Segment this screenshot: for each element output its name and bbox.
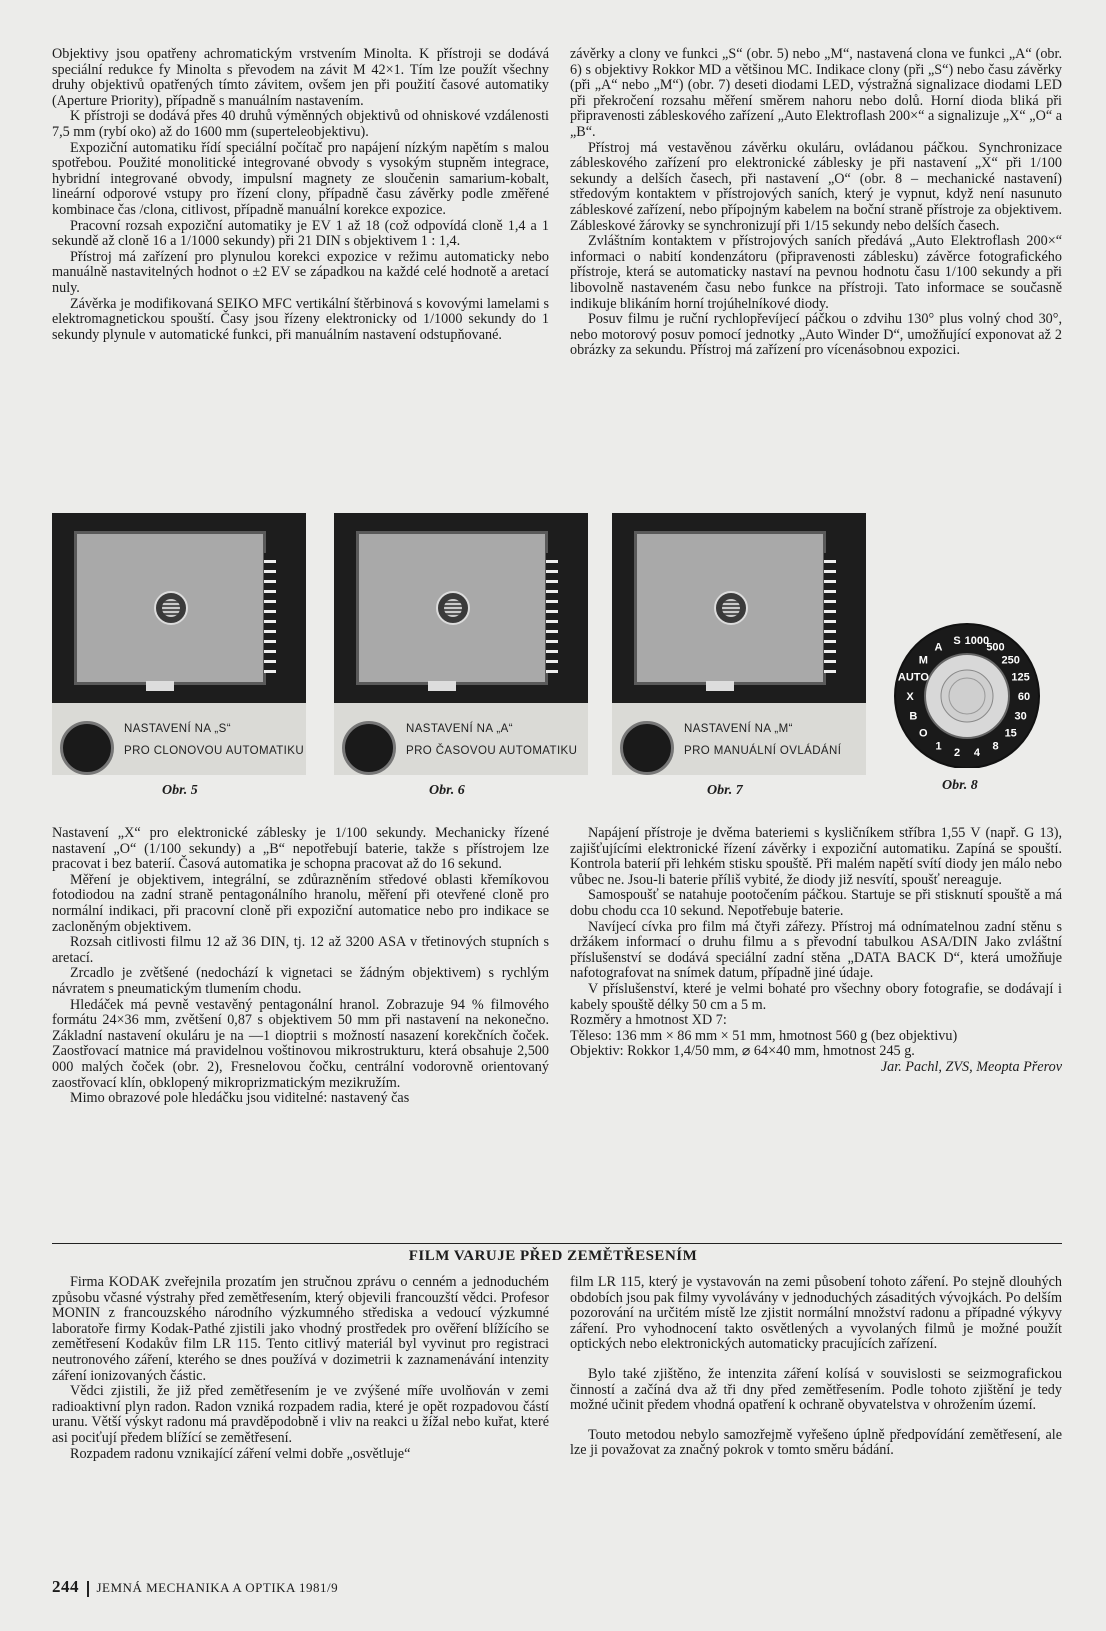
section-divider xyxy=(52,1243,1062,1244)
indicator-tag xyxy=(146,681,174,691)
article1-col1-mid xyxy=(52,826,549,1107)
mode-dial-icon xyxy=(60,721,114,775)
dial-value: 1 xyxy=(935,740,942,753)
article2-col1 xyxy=(52,1275,549,1462)
focus-circle-icon xyxy=(436,591,470,625)
article1-col2-mid xyxy=(570,826,1062,1076)
mode-dial-icon xyxy=(342,721,396,775)
paragraph: Měření je objektivem, integrální, se zdůrazněním středové oblasti křemíkovou fotodiodou na zadní straně pentagonálního hranolu, měření při otevřené cloně pro normální indikaci, při pracovní cloně při expoziční automatice nebo pro indikace se zacloněným objektivem. xyxy=(52,871,549,935)
paragraph: Rozsah citlivosti filmu 12 až 36 DIN, tj. 12 až 3200 ASA v třetinových stupních s aretací. xyxy=(52,934,549,966)
indicator-tag xyxy=(706,681,734,691)
viewfinder-screen xyxy=(634,531,826,685)
paragraph: Závěrka je modifikovaná SEIKO MFC vertikální štěrbinová s kovovými lamelami s elektromagnetickou spouští. Časy jsou řízeny elektronicky od 1/1000 sekundy do 1 sekundy plynule v automatické funkci, při manuálním nastavení odstupňované. xyxy=(52,295,549,343)
paragraph: Navíjecí cívka pro film má čtyři zářezy. Přístroj má odnímatelnou zadní stěnu s držákem informací o druhu filmu a s převodní tabulkou ASA/DIN Jako zvláštní příslušenství se dodává speciální zadní stěna „DATA BACK D“, která umožňuje nafotografovat na snímek datum, případně jiné údaje. xyxy=(570,918,1062,982)
dial-value: O xyxy=(919,727,928,740)
article1-col2-top xyxy=(570,47,1062,359)
figure-8-shutter-dial xyxy=(872,618,1062,793)
figure-label-line2: PRO MANUÁLNÍ OVLÁDÁNÍ xyxy=(684,745,842,757)
paragraph: V příslušenství, které je velmi bohaté pro všechny obory fotografie, se dodávají i kabely spouště délky 50 cm a 5 m. xyxy=(570,980,1062,1013)
dial-value: 8 xyxy=(992,740,999,753)
dims-title: Rozměry a hmotnost XD 7: xyxy=(570,1012,727,1029)
paragraph: Objektivy jsou opatřeny achromatickým vrstvením Minolta. K přístroji se dodává speciální redukce fy Minolta s převodem na závit M 42×1. Tím lze použít všechny druhy objektivů opatřených tímto závitem, ovšem jen při použití časové automatiky (Aperture Priority), případně s manuálním nastavením. xyxy=(52,46,549,109)
figure-label-line1: NASTAVENÍ NA „M“ xyxy=(684,723,793,735)
paragraph: Nastavení „X“ pro elektronické záblesky je 1/100 sekundy. Mechanicky řízené nastavení „O“ (1/100 sekundy) a „B“ nepotřebují baterie, takže s přístrojem lze pracovat i bez baterií. Časová automatika je schopna pracovat až do 16 sekund. xyxy=(52,825,549,873)
dims-body: Těleso: 136 mm × 86 mm × 51 mm, hmotnost 560 g (bez objektivu) xyxy=(570,1027,958,1044)
led-scale-icon xyxy=(264,553,276,673)
dial-value: X xyxy=(906,691,914,703)
shutter-dial-icon xyxy=(872,618,1062,768)
paragraph: závěrky a clony ve funkci „S“ (obr. 5) nebo „M“, nastavená clona ve funkci „A“ (obr. 6) s objektivy Rokkor MD a většinou MC. Indikace clony (při „S“) nebo času závěrky (při „A“ nebo „M“) (obr. 7) deseti diodami LED, výstražná signalizace diodami LED při překročení rozsahu měření směrem nahoru nebo dolů. Horní dioda bliká při připravenosti zábleskového zařízení „Auto Elektroflash 200×“ a signalizuje „X“ „O“ a „B“. xyxy=(570,46,1062,140)
paragraph: film LR 115, který je vystavován na zemi působení tohoto záření. Po stejně dlouhých obdobích jsou pak filmy vyvolávány v jednoduchých zásaditých vývojkách. Po delším pozorování na určitém místě lze zjistit normální množství radonu a případné výkyvy záření. Pro vyhodnocení takto osvětlených a vyvolaných filmů je možné použít optických nebo elektronických automaticky pracujících zařízení. xyxy=(570,1274,1062,1353)
dial-value: A xyxy=(934,641,943,654)
dial-value: 60 xyxy=(1017,691,1031,703)
figure-5-viewfinder xyxy=(52,513,306,798)
paragraph: Přístroj má vestavěnou závěrku okuláru, ovládanou páčkou. Synchronizace zábleskového zařízení pro elektronické záblesky je při nastavení „X“ při 1/100 sekundy a delších časech, při nastavení „O“ (obr. 8 – mechanické nastavení) středovým kontaktem v přístrojových saních, který je vypnut, když není nasunuto zábleskové zařízení, nebo přípojným kabelem na boční straně přístroje za objektivem. Zábleskové žárovky se synchronizují při 1/15 sekundy nebo delších časech. xyxy=(570,139,1062,234)
paragraph: K přístroji se dodává přes 40 druhů výměnných objektivů od ohniskové vzdálenosti 7,5 mm (rybí oko) až do 1600 mm (superteleobjektivu). xyxy=(52,108,549,140)
journal-name: JEMNÁ MECHANIKA A OPTIKA 1981/9 xyxy=(96,1580,339,1595)
dims-lens: Objektiv: Rokkor 1,4/50 mm, ⌀ 64×40 mm, hmotnost 245 g. xyxy=(570,1043,915,1060)
paragraph: Firma KODAK zveřejnila prozatím jen stručnou zprávu o cenném a jednoduchém způsobu včasné výstrahy před zemětřesením, který objevili francouzští vědci. Profesor MONIN z francouzského národního výzkumného střediska a vedoucí výzkumné laboratoře firmy Kodak-Pathé zjistili jako vhodný prostředek pro ověření blížícího se zemětřesení Kodakův film LR 115. Tento citlivý materiál byl vyvinut pro registraci neutronového záření, kterého se dnes používá v dozimetrii k zaznamenávání intenzity záření ionizovaných částic. xyxy=(52,1274,549,1384)
article2-col2 xyxy=(570,1275,1062,1459)
dial-value: AUTO xyxy=(897,671,929,684)
figure-caption: Obr. 8 xyxy=(942,778,978,793)
figure-label-line1: NASTAVENÍ NA „S“ xyxy=(124,723,231,735)
figure-label-line1: NASTAVENÍ NA „A“ xyxy=(406,723,513,735)
viewfinder-screen xyxy=(356,531,548,685)
dial-value: 125 xyxy=(1011,671,1030,684)
dial-value: S xyxy=(953,634,961,647)
dial-value: 15 xyxy=(1004,727,1017,740)
paragraph: Posuv filmu je ruční rychlopřevíjecí páčkou o zdvihu 130° plus volný chod 30°, nebo motorový posuv pomocí jednotky „Auto Winder D“, umožňující exponovat až 2 obrázky za sekundu. Přístroj má zařízení pro vícenásobnou expozici. xyxy=(570,311,1062,359)
figure-6-viewfinder xyxy=(334,513,588,798)
paragraph: Rozpadem radonu vznikající záření velmi dobře „osvětluje“ xyxy=(70,1445,411,1462)
mode-dial-icon xyxy=(620,721,674,775)
figure-label-line2: PRO ČASOVOU AUTOMATIKU xyxy=(406,745,578,757)
article2-headline: FILM VARUJE PŘED ZEMĚTŘESENÍM xyxy=(408,1248,698,1264)
paragraph: Touto metodou nebylo samozřejmě vyřešeno úplně předpovídání zemětřesení, ale lze ji považovat za značný pokrok v tomto směru bádání. xyxy=(570,1426,1062,1459)
figure-label-line2: PRO CLONOVOU AUTOMATIKU xyxy=(124,745,305,757)
figures-row xyxy=(52,513,1062,813)
article1-col1-top xyxy=(52,47,549,343)
dial-value: 2 xyxy=(954,747,961,760)
author-signature: Jar. Pachl, ZVS, Meopta Přerov xyxy=(880,1058,1062,1075)
page-number: 244 xyxy=(52,1577,79,1596)
focus-circle-icon xyxy=(714,591,748,625)
dial-value: 500 xyxy=(986,641,1005,654)
led-scale-icon xyxy=(546,553,558,673)
dial-value: M xyxy=(918,654,928,667)
paragraph: Bylo také zjištěno, že intenzita záření kolísá v souvislosti se seizmografickou činností a začíná dva až tři dny před zemětřesením. Podle tohoto zjištění je tedy možné učinit předem vhodná opatření k ochraně obyvatelstva v ohrožením území. xyxy=(570,1365,1062,1414)
dial-value: 250 xyxy=(1001,654,1020,667)
led-scale-icon xyxy=(824,553,836,673)
paragraph: Pracovní rozsah expoziční automatiky je EV 1 až 18 (což odpovídá cloně 1,4 a 1 sekundě až cloně 16 a 1/1000 sekundy) při 21 DIN s objektivem 1 : 1,4. xyxy=(52,217,549,250)
paragraph: Zvláštním kontaktem v přístrojových saních předává „Auto Elektroflash 200×“ informaci o nabití kondenzátoru (připravenosti záblesku) závěrce fotografického přístroje, která se automaticky nastaví na pevnou hodnotu času 1/100 sekundy a při libovolně nastaveném času nebo funkce na přístroji. Tato informace se současně indikuje blikáním horní trojúhelníkové diody. xyxy=(570,233,1062,312)
paragraph: Hledáček má pevně vestavěný pentagonální hranol. Zobrazuje 94 % filmového formátu 24×36 mm, zvětšení 0,87 s objektivem 50 mm při nastavení na nekonečno. Základní nastavení okuláru je na —1 dioptrii s možností nasazení korekčních čoček. Zaostřovací matnice má pravidelnou voštinovou mikrostrukturu, která obsahuje 2,500 000 malých čoček (obr. 2), Fresnelovou čočku, centrální vodorovně orientovaný zaostřovací klín, obklopený mikroprizmatickým mezikružím. xyxy=(52,996,549,1091)
focus-circle-icon xyxy=(154,591,188,625)
figure-caption: Obr. 7 xyxy=(707,783,743,798)
figure-caption: Obr. 6 xyxy=(429,783,465,798)
footer-divider xyxy=(87,1581,89,1597)
paragraph: Přístroj má zařízení pro plynulou korekci expozice v režimu automaticky nebo manuálně nastavitelných hodnot o ±2 EV se západkou na každé celé hodnotě a aretací nuly. xyxy=(52,248,549,296)
paragraph: Expoziční automatiku řídí speciální počítač pro napájení nízkým napětím s malou spotřebou. Použité monolitické integrované obvody s vysokým stupněm integrace, hybridní integrované obvody, impulsní magnety ze sloučenin samarium-kobalt, lineární odporové vstupy pro řízení clony, případně času závěrky podle změřené kombinace čas /clona, citlivost, případně manuální korekce expozice. xyxy=(52,139,549,218)
dial-value: 30 xyxy=(1014,710,1027,723)
dial-value: 4 xyxy=(973,747,980,760)
paragraph: Vědci zjistili, že již před zemětřesením je ve zvýšené míře uvolňován v zemi radioaktivní plyn radon. Radon vzniká rozpadem radia, které je opět rozpadovou částí uranu. Větší výskyt radonu má pravděpodobně i vliv na reakci u žížal nebo kuřat, které asi pociťují předem blížící se zemětřesení. xyxy=(52,1383,549,1446)
indicator-tag xyxy=(428,681,456,691)
dial-value: B xyxy=(909,710,918,723)
paragraph: Mimo obrazové pole hledáčku jsou viditelné: nastavený čas xyxy=(70,1090,410,1107)
viewfinder-screen xyxy=(74,531,266,685)
figure-caption: Obr. 5 xyxy=(162,783,198,798)
paragraph: Napájení přístroje je dvěma bateriemi s kysličníkem stříbra 1,55 V (např. G 13), zajišťujícími elektronické řízení závěrky i expoziční automatiku. Zapíná se spouští. Kontrola baterií při lehkém stisku spouště. Při malém napětí svítí diody jen málo nebo vůbec ne. Jsou-li baterie příliš vybité, že diody již nesvítí, spoušť nereaguje. xyxy=(570,825,1062,888)
paragraph: Zrcadlo je zvětšené (nedochází k vignetaci se žádným objektivem) s rychlým návratem s pneumatickým tlumením chodu. xyxy=(52,965,549,997)
figure-7-viewfinder xyxy=(612,513,866,798)
paragraph: Samospoušť se natahuje pootočením páčkou. Startuje se při stisknutí spouště a má dobu chodu cca 10 sekund. Nepotřebuje baterie. xyxy=(570,887,1062,919)
page-footer xyxy=(52,1577,338,1597)
dial-value: 1000 xyxy=(964,634,990,647)
